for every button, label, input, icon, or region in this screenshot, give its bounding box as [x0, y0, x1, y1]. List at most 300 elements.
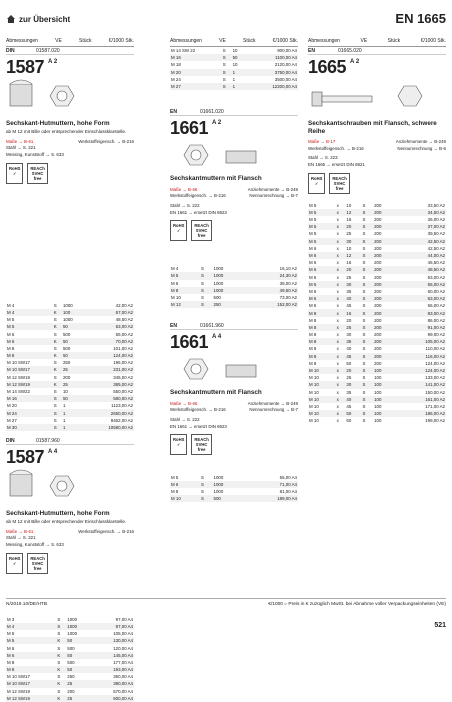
table-row — [308, 389, 446, 396]
table-cell: M 5 — [6, 637, 56, 644]
table-cell: 100 — [373, 396, 395, 403]
table-cell: 50 — [66, 666, 90, 673]
table-cell: 1 — [232, 83, 246, 90]
table-cell: x — [336, 309, 346, 316]
table-cell: K — [56, 695, 66, 702]
table-cell: S — [53, 409, 62, 416]
table-cell: 34,50 A2 — [395, 209, 446, 216]
table-cell: 100 — [374, 418, 382, 424]
table-cell: 600,00 A4 — [90, 695, 134, 702]
table-cell: 161,00 A2 — [395, 396, 446, 403]
table-cell: 2120,00 A4 — [274, 62, 297, 68]
table-cell: S — [362, 410, 374, 417]
table-row — [170, 47, 298, 54]
product-title: Sechskantschrauben mit Flansch, schwere Reihe — [308, 120, 437, 135]
table-cell: 45 — [346, 303, 352, 309]
table-cell: 50 — [62, 395, 84, 402]
table-cell: 40 — [345, 396, 361, 403]
table-cell: 16 — [345, 309, 361, 316]
product-drawing — [170, 353, 298, 387]
table-cell: x — [336, 238, 346, 245]
table-cell: 35 — [345, 338, 361, 345]
table-cell: M 10 — [309, 389, 319, 395]
table-cell: x — [336, 217, 339, 223]
table-cell: 100 — [373, 410, 395, 417]
table-cell: 36,00 A2 — [427, 217, 445, 223]
table-cell: 200 — [373, 353, 395, 360]
table-cell: M 10 — [308, 410, 336, 417]
table-cell: K — [53, 338, 62, 345]
table-cell: S — [362, 360, 366, 366]
table-cell: S — [362, 324, 374, 331]
table-cell: 39,00 A2 — [279, 280, 297, 286]
table-cell: M 5 — [171, 474, 179, 480]
table-cell: 49,50 A2 — [243, 287, 298, 294]
table-cell: 1123,00 A2 — [111, 403, 133, 409]
article-id-bar: DIN 01587.960 — [6, 437, 134, 445]
table-cell: 60 — [346, 418, 352, 424]
table-cell: x — [336, 324, 346, 331]
table-row — [308, 367, 446, 374]
table-cell: 45 — [346, 403, 352, 409]
table-cell: M 10 SW17 — [6, 680, 56, 687]
table-cell: S — [362, 231, 366, 237]
table-cell: M 6 — [309, 288, 317, 294]
reach-badge: REACh SVHC free — [329, 173, 349, 194]
table-cell: S — [53, 417, 57, 423]
table-cell: 45 — [345, 353, 361, 360]
table-cell: S — [222, 69, 232, 76]
table-cell: M 8 — [171, 488, 179, 494]
price-table — [170, 47, 298, 90]
table-cell: 91,00 A2 — [395, 324, 446, 331]
table-cell: S — [53, 345, 57, 351]
table-cell: 40 — [346, 346, 352, 352]
compliance-badges — [308, 173, 446, 194]
table-cell: M 10 SW17 — [7, 360, 30, 366]
table-cell: K — [53, 352, 62, 359]
reach-badge: REACh SVHC free — [27, 163, 47, 184]
table-cell: M 8 — [308, 353, 336, 360]
compliance-badges — [6, 163, 134, 184]
table-cell: M 24 — [6, 409, 53, 416]
table-cell: 1 — [232, 69, 246, 76]
table-cell: 39,50 A2 — [427, 231, 445, 237]
table-cell: 30 — [346, 332, 352, 338]
table-row — [6, 374, 134, 381]
table-row — [6, 417, 134, 424]
table-cell: 81,00 A4 — [279, 488, 297, 494]
table-cell: 200 — [67, 688, 75, 694]
table-cell: M 10 SW17 — [7, 674, 30, 680]
table-cell: S — [362, 266, 374, 273]
table-cell: S — [222, 62, 226, 68]
table-cell: 63,00 A2 — [84, 323, 134, 330]
table-cell: M 6 — [309, 303, 317, 309]
table-cell: 53,00 A2 — [427, 274, 445, 280]
table-cell: M 14 SW22 — [7, 389, 30, 394]
table-cell: S — [200, 488, 204, 494]
table-cell: S — [362, 353, 374, 360]
back-to-overview-link[interactable] — [6, 14, 70, 24]
article-id-bar: EN 01665.020 — [308, 47, 446, 55]
table-cell: S — [362, 317, 366, 323]
table-row — [6, 680, 134, 687]
table-cell: M 4 — [6, 309, 53, 316]
table-cell: S — [200, 301, 213, 308]
table-cell: M 8 — [7, 345, 15, 351]
table-cell: M 14 SW 22 — [171, 48, 196, 54]
table-cell: S — [362, 375, 366, 381]
table-cell: M 8 — [309, 360, 317, 366]
table-cell: 200 — [373, 281, 395, 288]
table-cell: 200 — [373, 266, 395, 273]
table-cell: M 12 SW19 — [6, 695, 56, 702]
table-cell: 150,00 A2 — [425, 389, 445, 395]
table-cell: 25 — [346, 274, 352, 280]
table-cell: 50 — [232, 54, 246, 61]
table-cell: 1000 — [213, 266, 224, 272]
table-row — [308, 410, 446, 417]
table-cell: 10 — [62, 389, 68, 394]
table-cell: S — [362, 281, 374, 288]
table-cell: 1000 — [62, 302, 73, 308]
table-row — [6, 381, 134, 388]
table-cell: 25 — [62, 366, 84, 373]
top-bar — [6, 11, 446, 30]
product-meta: Maße → B-66 Anziehmomente → B-249 Werkstoffeigensch. → B-216 Nennumrechnung → B-7 Stahl → S. 222 EN 1661 → ersetzt DIN 6923 — [170, 400, 298, 429]
table-cell: 35 — [346, 389, 352, 395]
table-cell: x — [336, 288, 339, 294]
table-cell: 570,00 A4 — [113, 688, 133, 694]
table-cell: 200 — [374, 202, 382, 208]
table-row — [6, 388, 134, 395]
reach-badge: REACh SVHC free — [191, 220, 211, 241]
price-table — [170, 265, 298, 308]
table-cell: S — [362, 418, 366, 424]
table-cell: 1000 — [213, 280, 224, 286]
table-cell: M 5 — [309, 217, 317, 223]
table-row — [6, 623, 134, 630]
product-title: Sechskant-Hutmuttern, hohe Form — [6, 120, 110, 127]
table-cell: 55,00 A2 — [115, 331, 133, 337]
table-row — [308, 345, 446, 352]
table-cell: M 6 — [309, 245, 317, 251]
table-cell: M 6 — [309, 260, 317, 266]
column-header: Abmessungen VE Stück €/1000 Stk. — [308, 38, 446, 47]
table-row — [170, 76, 298, 83]
table-row — [170, 301, 298, 308]
price-table — [6, 616, 134, 702]
rohs-badge: RoHS ✓ — [308, 173, 325, 194]
table-cell: 20 — [345, 367, 361, 374]
table-cell: 200 — [62, 374, 71, 380]
table-cell: S — [200, 295, 204, 301]
table-cell: S — [53, 374, 57, 380]
table-cell: M 10 — [308, 396, 336, 403]
table-cell: x — [336, 360, 339, 366]
table-cell: S — [200, 266, 204, 272]
table-cell: 130,00 A4 — [90, 637, 134, 644]
table-cell: 189,00 A4 — [243, 495, 298, 502]
table-cell: M 8 — [308, 324, 336, 331]
table-row — [308, 396, 446, 403]
table-cell: 42,50 A2 — [427, 245, 445, 251]
article-id-bar: EN 01661.960 — [170, 322, 298, 330]
table-cell: 200 — [374, 231, 382, 237]
table-cell: 1000 — [66, 623, 90, 630]
table-cell: M 8 — [308, 309, 336, 316]
table-cell: M 20 — [7, 403, 17, 409]
table-cell: S — [200, 272, 213, 279]
rohs-badge: RoHS ✓ — [170, 220, 187, 241]
home-icon — [6, 14, 16, 24]
table-row — [308, 295, 446, 302]
table-cell: M 10 — [309, 403, 319, 409]
table-cell: S — [222, 76, 226, 82]
product-meta: Maße → B-61 Werkstoffeigensch. → B-216 Stahl → S. 221 Messing, Kunststoff → S. 633 — [6, 138, 134, 157]
table-cell: 171,00 A2 — [425, 403, 445, 409]
table-cell: 100 — [374, 375, 382, 381]
table-cell: 50 — [62, 323, 84, 330]
table-cell: 42,50 A2 — [395, 238, 446, 245]
table-cell: M 6 — [308, 295, 336, 302]
table-cell: 177,00 A4 — [113, 659, 133, 665]
table-cell: 124,00 A2 — [84, 352, 134, 359]
table-cell: 200 — [373, 252, 395, 259]
table-cell: S — [53, 302, 57, 308]
footer-price-note: €/1000 = Preis in € zuzüglich MwSt. bei Abnahme voller Verpackungseinheiten (VE) — [268, 602, 446, 607]
table-row — [308, 288, 446, 295]
table-cell: M 12 — [170, 301, 200, 308]
table-cell: 1000 — [67, 631, 78, 637]
table-cell: 48,50 A2 — [395, 266, 446, 273]
table-cell: 10580,00 A2 — [84, 424, 134, 431]
back-label: zur Übersicht — [19, 14, 71, 24]
product-title: Sechskant-Hutmuttern, hohe Form — [6, 510, 110, 518]
table-cell: M 4 — [6, 623, 56, 630]
table-cell: S — [362, 209, 374, 216]
table-cell: x — [336, 346, 339, 352]
table-cell: 10 — [232, 48, 238, 54]
table-cell: 24,30 A2 — [243, 272, 298, 279]
table-cell: 42,00 A2 — [115, 302, 133, 308]
table-cell: S — [362, 367, 374, 374]
table-cell: S — [362, 403, 366, 409]
table-row — [170, 488, 298, 495]
product-drawing — [170, 139, 298, 173]
table-cell: S — [57, 659, 61, 665]
product-meta: Maße → B-66 Anziehmomente → B-249 Werkstoffeigensch. → B-216 Nennumrechnung → B-7 Stahl → S. 222 EN 1661 → ersetzt DIN 6923 — [170, 186, 298, 215]
table-cell: M 5 — [7, 631, 15, 637]
table-cell: 44,00 A2 — [395, 252, 446, 259]
table-cell: x — [336, 367, 346, 374]
table-cell: M 16 — [6, 395, 53, 402]
product-description: ab M 12 mit Bille oder entsprechender Einschlussklarstelle. — [6, 518, 127, 524]
table-cell: 100 — [374, 389, 382, 395]
table-cell: M 4 — [171, 266, 179, 272]
table-cell: x — [336, 266, 346, 273]
table-cell: 33,50 A2 — [427, 202, 445, 208]
table-cell: 100 — [373, 367, 395, 374]
table-row — [170, 83, 298, 90]
article-number-block: 1587 A 2 — [6, 57, 58, 77]
table-cell: M 5 — [7, 317, 15, 323]
table-cell: 3750,00 A4 — [245, 69, 298, 76]
table-row — [6, 323, 134, 330]
product-drawing — [6, 78, 134, 118]
table-cell: 97,00 A4 — [115, 616, 133, 622]
table-cell: 200 — [373, 223, 395, 230]
table-cell: 25 — [66, 695, 90, 702]
compliance-badges — [6, 553, 134, 574]
table-cell: M 4 — [7, 302, 15, 308]
table-cell: 48,50 A2 — [115, 317, 133, 323]
table-cell: S — [362, 288, 366, 294]
table-cell: S — [57, 645, 61, 651]
table-cell: M 8 — [6, 352, 53, 359]
table-cell: M 12 SW19 — [7, 688, 30, 694]
table-cell: S — [53, 403, 57, 409]
table-row — [6, 644, 134, 651]
table-cell: S — [362, 202, 366, 208]
table-cell: 10 — [346, 245, 352, 251]
table-cell: M 5 — [309, 202, 317, 208]
table-cell: 200 — [374, 317, 382, 323]
table-cell: 12200,00 A4 — [245, 83, 298, 90]
table-cell: 1100,00 A4 — [245, 54, 298, 61]
table-cell: K — [56, 652, 66, 659]
table-cell: 1000 — [213, 287, 243, 294]
table-cell: 900,00 A4 — [277, 48, 297, 54]
table-row — [308, 266, 446, 273]
table-cell: 200 — [373, 324, 395, 331]
table-row — [308, 252, 446, 259]
column-2 — [170, 38, 298, 502]
table-row — [6, 316, 134, 323]
table-cell: M 3 — [7, 616, 15, 622]
table-cell: x — [336, 396, 346, 403]
table-cell: S — [57, 688, 61, 694]
table-row — [6, 652, 134, 659]
table-cell: 193,00 A4 — [90, 666, 134, 673]
table-cell: 1000 — [213, 481, 243, 488]
article-number-block: 1661 A 4 — [170, 332, 222, 353]
product-drawing — [308, 78, 446, 118]
table-cell: 71,00 A4 — [243, 481, 298, 488]
table-cell: S — [362, 303, 366, 309]
table-cell: 25 — [346, 231, 352, 237]
table-cell: 50 — [66, 652, 90, 659]
table-cell: 199,00 A2 — [425, 418, 445, 424]
table-cell: 50 — [62, 338, 84, 345]
table-cell: K — [53, 366, 62, 373]
table-cell: 141,00 A2 — [395, 381, 446, 388]
table-cell: 133,00 A2 — [425, 375, 445, 381]
table-row — [308, 324, 446, 331]
table-cell: S — [362, 238, 374, 245]
table-row — [170, 265, 298, 272]
table-cell: M 8 — [170, 287, 200, 294]
table-row — [6, 366, 134, 373]
column-header: Abmessungen VE Stück €/1000 Stk. — [170, 38, 298, 47]
table-cell: 30 — [345, 238, 361, 245]
table-cell: 35 — [346, 288, 352, 294]
table-row — [308, 209, 446, 216]
table-cell: 152,00 A2 — [243, 301, 298, 308]
table-cell: S — [200, 495, 213, 502]
product-drawing — [6, 468, 134, 508]
table-cell: M 10 — [309, 375, 319, 381]
table-cell: 55,00 A2 — [395, 281, 446, 288]
table-cell: M 6 — [308, 281, 336, 288]
table-cell: 200 — [374, 217, 382, 223]
table-cell: 1 — [62, 417, 66, 423]
table-cell: 200 — [374, 288, 382, 294]
table-row — [308, 353, 446, 360]
table-cell: x — [336, 381, 346, 388]
table-cell: S — [57, 631, 61, 637]
table-cell: M 5 — [6, 323, 53, 330]
table-cell: S — [222, 83, 232, 90]
table-cell: 1000 — [213, 474, 224, 480]
table-row — [6, 359, 134, 366]
table-row — [6, 673, 134, 680]
table-cell: 1 — [232, 76, 236, 82]
table-row — [170, 69, 298, 76]
table-cell: 3500,00 A4 — [274, 76, 297, 82]
table-cell: S — [362, 217, 366, 223]
rohs-badge: RoHS ✓ — [6, 553, 23, 574]
table-cell: 16 — [346, 260, 352, 266]
table-cell: 345,00 A2 — [113, 374, 133, 380]
table-cell: 50 — [345, 410, 361, 417]
table-cell: M 6 — [7, 645, 15, 651]
table-cell: S — [56, 623, 66, 630]
page-number: 521 — [434, 622, 446, 629]
table-cell: x — [336, 317, 339, 323]
table-cell: 200 — [374, 274, 382, 280]
table-cell: S — [362, 396, 374, 403]
table-row — [6, 409, 134, 416]
table-cell: M 8 — [6, 666, 56, 673]
table-cell: 1000 — [213, 272, 243, 279]
table-cell: S — [362, 260, 366, 266]
table-cell: 1 — [62, 424, 84, 431]
table-cell: K — [56, 666, 66, 673]
table-cell: 83,00 A2 — [395, 309, 446, 316]
table-cell: x — [336, 295, 346, 302]
table-cell: 20 — [345, 223, 361, 230]
table-row — [170, 473, 298, 480]
table-cell: 385,00 A2 — [84, 381, 134, 388]
table-cell: 145,00 A4 — [90, 652, 134, 659]
table-row — [170, 272, 298, 279]
table-row — [6, 695, 134, 702]
table-cell: x — [336, 389, 339, 395]
table-cell: M 10 — [170, 495, 200, 502]
table-cell: 60,00 A2 — [427, 288, 445, 294]
table-cell: 25 — [346, 375, 352, 381]
table-cell: M 10 SW17 — [6, 366, 53, 373]
table-cell: 1 — [62, 409, 84, 416]
article-id-bar: DIN 01587.020 — [6, 47, 134, 55]
product-title: Sechskantmuttern mit Flansch — [170, 389, 262, 397]
article-id-bar: EN 01661.020 — [170, 108, 298, 116]
table-cell: x — [336, 202, 339, 208]
table-row — [308, 238, 446, 245]
rohs-badge: RoHS ✓ — [6, 163, 23, 184]
